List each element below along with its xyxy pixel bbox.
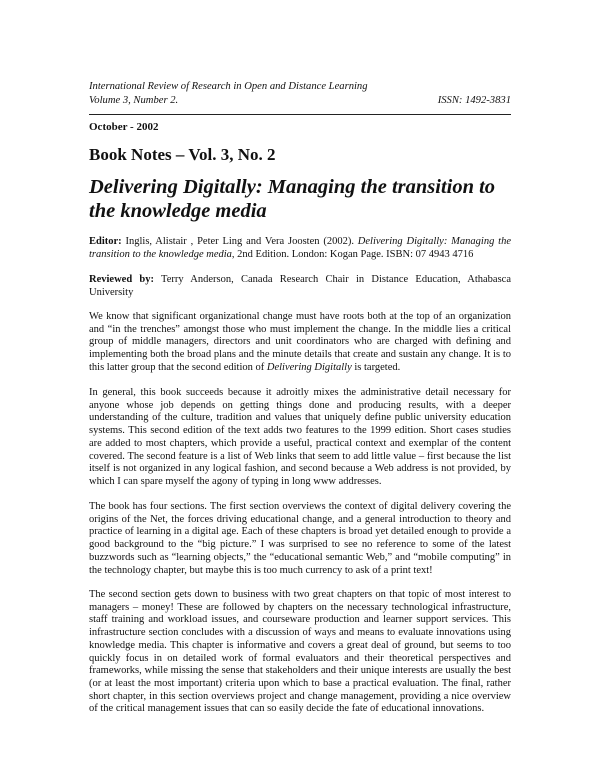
paragraph-1-book: Delivering Digitally xyxy=(266,361,352,373)
section-title: Book Notes – Vol. 3, No. 2 xyxy=(89,145,276,164)
paragraph-2-text: In general, this book succeeds because it adroitly mixes the administrative detail necessary for anyone whose job depends on getting things done and producing results, with a deeper understanding of the culture, tradition and values that uniquely define public university education systems. This second edition of the text adds two features to the 1999 edition. Short cases studies are added to most chapters, which provide a useful, practical context and exemplar of the content covered. The second feature is a list of Web links that seem to add little value – first because the list itself is not organized in any logical fashion, and second because a Web address is not provided, by which I can spare myself the agony of typing in long www addresses. xyxy=(89,387,511,487)
editor-publication: , 2nd Edition. London: Kogan Page. ISBN: 07 4943 4716 xyxy=(231,248,474,260)
reviewer-label: Reviewed by: xyxy=(89,274,154,285)
book-title: Delivering Digitally: Managing the transition to the knowledge media xyxy=(89,176,496,222)
editor-book-title: Delivering Digitally: Managing the transition to the knowledge media xyxy=(89,236,511,260)
editor-label: Editor: xyxy=(89,236,122,247)
journal-header xyxy=(89,80,511,108)
paragraph-4-text: The second section gets down to business with two great chapters on that topic of most interest to managers – money! These are followed by chapters on the necessary technological infrastructure, staff training and workload issues, and courseware production and learner support services. This infrastructure section concludes with a discussion of ways and means to evaluate innovations using knowledge media. This chapter is informative and covers a great deal of ground, but seems to too quickly focus in on detailed work of formal evaluators and their theoretical perspectives and frameworks, while missing the sense that stakeholders and their unique interests are usually the best (or at least the most important) criteria upon which to base a practical evaluation. The final, rather short chapter, in this section overviews project and change management, providing a nice overview of the critical management issues that can so easily decide the fate of educational innovations. xyxy=(89,589,511,715)
journal-name: International Review of Research in Open and Distance Learning xyxy=(89,81,368,92)
paragraph-3 xyxy=(89,501,511,577)
editor-info xyxy=(89,236,511,261)
publication-date: October - 2002 xyxy=(89,121,159,133)
paragraph-1-end: is targeted. xyxy=(351,361,401,373)
volume-row xyxy=(89,94,511,108)
reviewer-name: Terry Anderson, Canada Research Chair in Distance Education, Athabasca University xyxy=(89,274,511,298)
volume-number: Volume 3, Number 2. xyxy=(89,95,179,106)
paragraph-1-text: We know that significant organizational change must have roots both at the top of an organization and “in the trenches” amongst those who must implement the change. In the middle lies a critical group of middle managers, directors and unit coordinators who are charged with defining and implementing both the broad plans and the minute details that create and sustain any change. It is to this latter group that the second edition of xyxy=(89,311,511,373)
reviewer-info xyxy=(89,274,511,299)
issn: ISSN: 1492-3831 xyxy=(437,95,511,106)
paragraph-4 xyxy=(89,589,511,716)
paragraph-1 xyxy=(89,311,511,375)
paragraph-2 xyxy=(89,387,511,489)
editor-names: Inglis, Alistair , Peter Ling and Vera Joosten (2002). xyxy=(125,236,354,247)
paragraph-3-text: The book has four sections. The first section overviews the context of digital delivery covering the origins of the Net, the forces driving educational change, and a general introduction to theory and practice of learning in a digital age. Each of these chapters is broad yet detailed enough to provide a good background to the “big picture.” I was surprised to see no reference to some of the latest buzzwords such as “learning objects,” the “educational semantic Web,” and “mobile computing” in the technology chapter, but maybe this is too much currency to ask of a print text! xyxy=(89,501,511,576)
header-divider xyxy=(89,114,511,115)
